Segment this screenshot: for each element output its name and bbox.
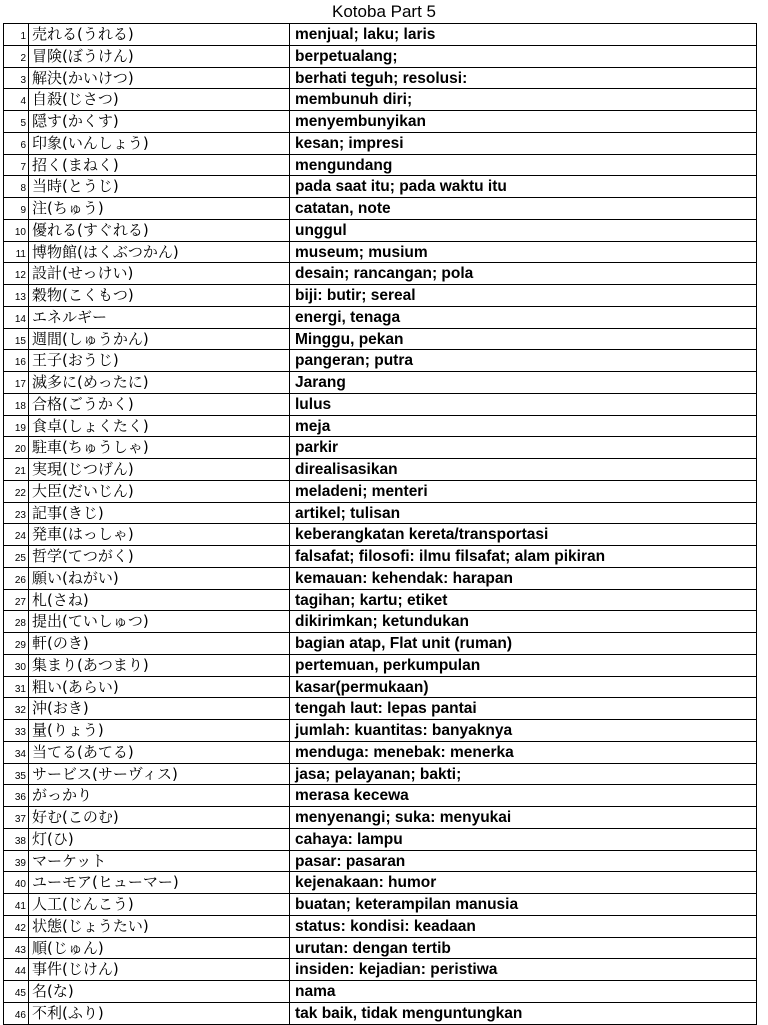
table-row	[4, 1003, 757, 1025]
row-number: 12	[4, 263, 29, 284]
japanese-word-cell: エネルギー	[29, 307, 290, 328]
row-number: 40	[4, 872, 29, 893]
row-number: 11	[4, 242, 29, 263]
indonesian-meaning-cell: artikel; tulisan	[290, 503, 757, 524]
table-row	[4, 111, 757, 133]
table-row	[4, 524, 757, 546]
row-number: 39	[4, 851, 29, 872]
table-row	[4, 916, 757, 938]
table-row	[4, 481, 757, 503]
indonesian-meaning-cell: buatan; keterampilan manusia	[290, 894, 757, 915]
row-number: 24	[4, 524, 29, 545]
table-row	[4, 350, 757, 372]
table-row	[4, 437, 757, 459]
indonesian-meaning-cell: bagian atap, Flat unit (ruman)	[290, 633, 757, 654]
japanese-word-cell: ユーモア(ヒューマー)	[29, 872, 290, 893]
table-row	[4, 220, 757, 242]
row-number: 20	[4, 437, 29, 458]
japanese-word-cell: 当てる(あてる)	[29, 742, 290, 763]
indonesian-meaning-cell: tak baik, tidak menguntungkan	[290, 1003, 757, 1024]
indonesian-meaning-cell: museum; musium	[290, 242, 757, 263]
row-number: 3	[4, 68, 29, 89]
indonesian-meaning-cell: kasar(permukaan)	[290, 677, 757, 698]
japanese-word-cell: 印象(いんしょう)	[29, 133, 290, 154]
indonesian-meaning-cell: merasa kecewa	[290, 785, 757, 806]
japanese-word-cell: 冒険(ぼうけん)	[29, 46, 290, 67]
table-row	[4, 372, 757, 394]
indonesian-meaning-cell: meladeni; menteri	[290, 481, 757, 502]
row-number: 22	[4, 481, 29, 502]
indonesian-meaning-cell: meja	[290, 416, 757, 437]
indonesian-meaning-cell: berhati teguh; resolusi:	[290, 68, 757, 89]
japanese-word-cell: マーケット	[29, 851, 290, 872]
row-number: 26	[4, 568, 29, 589]
row-number: 16	[4, 350, 29, 371]
row-number: 30	[4, 655, 29, 676]
table-row	[4, 24, 757, 46]
indonesian-meaning-cell: dikirimkan; ketundukan	[290, 611, 757, 632]
row-number: 14	[4, 307, 29, 328]
indonesian-meaning-cell: Minggu, pekan	[290, 329, 757, 350]
row-number: 33	[4, 720, 29, 741]
indonesian-meaning-cell: status: kondisi: keadaan	[290, 916, 757, 937]
row-number: 41	[4, 894, 29, 915]
indonesian-meaning-cell: pertemuan, perkumpulan	[290, 655, 757, 676]
japanese-word-cell: 粗い(あらい)	[29, 677, 290, 698]
row-number: 37	[4, 807, 29, 828]
japanese-word-cell: がっかり	[29, 785, 290, 806]
table-row	[4, 590, 757, 612]
row-number: 32	[4, 698, 29, 719]
row-number: 2	[4, 46, 29, 67]
japanese-word-cell: 解決(かいけつ)	[29, 68, 290, 89]
indonesian-meaning-cell: menduga: menebak: menerka	[290, 742, 757, 763]
indonesian-meaning-cell: unggul	[290, 220, 757, 241]
japanese-word-cell: 食卓(しょくたく)	[29, 416, 290, 437]
japanese-word-cell: 哲学(てつがく)	[29, 546, 290, 567]
japanese-word-cell: 人工(じんこう)	[29, 894, 290, 915]
japanese-word-cell: 博物館(はくぶつかん)	[29, 242, 290, 263]
table-row	[4, 263, 757, 285]
japanese-word-cell: 実現(じつげん)	[29, 459, 290, 480]
table-row	[4, 894, 757, 916]
row-number: 31	[4, 677, 29, 698]
indonesian-meaning-cell: pangeran; putra	[290, 350, 757, 371]
table-row	[4, 329, 757, 351]
table-row	[4, 394, 757, 416]
indonesian-meaning-cell: menjual; laku; laris	[290, 24, 757, 45]
japanese-word-cell: 招く(まねく)	[29, 155, 290, 176]
japanese-word-cell: 売れる(うれる)	[29, 24, 290, 45]
table-row	[4, 829, 757, 851]
indonesian-meaning-cell: nama	[290, 981, 757, 1002]
row-number: 43	[4, 938, 29, 959]
japanese-word-cell: 設計(せっけい)	[29, 263, 290, 284]
japanese-word-cell: 願い(ねがい)	[29, 568, 290, 589]
japanese-word-cell: 穀物(こくもつ)	[29, 285, 290, 306]
row-number: 21	[4, 459, 29, 480]
table-row	[4, 176, 757, 198]
indonesian-meaning-cell: pada saat itu; pada waktu itu	[290, 176, 757, 197]
row-number: 36	[4, 785, 29, 806]
indonesian-meaning-cell: jumlah: kuantitas: banyaknya	[290, 720, 757, 741]
row-number: 18	[4, 394, 29, 415]
table-row	[4, 851, 757, 873]
table-row	[4, 677, 757, 699]
indonesian-meaning-cell: Jarang	[290, 372, 757, 393]
table-row	[4, 503, 757, 525]
row-number: 29	[4, 633, 29, 654]
indonesian-meaning-cell: kejenakaan: humor	[290, 872, 757, 893]
table-row	[4, 785, 757, 807]
row-number: 23	[4, 503, 29, 524]
row-number: 27	[4, 590, 29, 611]
row-number: 15	[4, 329, 29, 350]
table-row	[4, 459, 757, 481]
indonesian-meaning-cell: parkir	[290, 437, 757, 458]
row-number: 19	[4, 416, 29, 437]
indonesian-meaning-cell: kemauan: kehendak: harapan	[290, 568, 757, 589]
indonesian-meaning-cell: berpetualang;	[290, 46, 757, 67]
row-number: 25	[4, 546, 29, 567]
japanese-word-cell: 不利(ふり)	[29, 1003, 290, 1024]
page-title: Kotoba Part 5	[332, 2, 436, 21]
japanese-word-cell: 好む(このむ)	[29, 807, 290, 828]
japanese-word-cell: 自殺(じさつ)	[29, 89, 290, 110]
indonesian-meaning-cell: falsafat; filosofi: ilmu filsafat; alam pikiran	[290, 546, 757, 567]
indonesian-meaning-cell: urutan: dengan tertib	[290, 938, 757, 959]
table-row	[4, 307, 757, 329]
row-number: 1	[4, 24, 29, 45]
indonesian-meaning-cell: cahaya: lampu	[290, 829, 757, 850]
row-number: 10	[4, 220, 29, 241]
table-row	[4, 959, 757, 981]
row-number: 35	[4, 764, 29, 785]
table-row	[4, 546, 757, 568]
japanese-word-cell: 名(な)	[29, 981, 290, 1002]
japanese-word-cell: 注(ちゅう)	[29, 198, 290, 219]
japanese-word-cell: 当時(とうじ)	[29, 176, 290, 197]
row-number: 8	[4, 176, 29, 197]
table-row	[4, 698, 757, 720]
indonesian-meaning-cell: insiden: kejadian: peristiwa	[290, 959, 757, 980]
row-number: 45	[4, 981, 29, 1002]
table-row	[4, 568, 757, 590]
row-number: 4	[4, 89, 29, 110]
table-row	[4, 872, 757, 894]
japanese-word-cell: 提出(ていしゅつ)	[29, 611, 290, 632]
indonesian-meaning-cell: menyembunyikan	[290, 111, 757, 132]
japanese-word-cell: 順(じゅん)	[29, 938, 290, 959]
indonesian-meaning-cell: mengundang	[290, 155, 757, 176]
japanese-word-cell: 週間(しゅうかん)	[29, 329, 290, 350]
japanese-word-cell: 発車(はっしゃ)	[29, 524, 290, 545]
indonesian-meaning-cell: desain; rancangan; pola	[290, 263, 757, 284]
row-number: 38	[4, 829, 29, 850]
japanese-word-cell: 灯(ひ)	[29, 829, 290, 850]
japanese-word-cell: サービス(サーヴィス)	[29, 764, 290, 785]
table-row	[4, 133, 757, 155]
japanese-word-cell: 集まり(あつまり)	[29, 655, 290, 676]
table-row	[4, 611, 757, 633]
row-number: 17	[4, 372, 29, 393]
row-number: 5	[4, 111, 29, 132]
row-number: 46	[4, 1003, 29, 1024]
table-row	[4, 655, 757, 677]
japanese-word-cell: 量(りょう)	[29, 720, 290, 741]
table-row	[4, 938, 757, 960]
row-number: 6	[4, 133, 29, 154]
indonesian-meaning-cell: pasar: pasaran	[290, 851, 757, 872]
table-row	[4, 807, 757, 829]
japanese-word-cell: 沖(おき)	[29, 698, 290, 719]
indonesian-meaning-cell: lulus	[290, 394, 757, 415]
table-row	[4, 764, 757, 786]
table-row	[4, 633, 757, 655]
japanese-word-cell: 軒(のき)	[29, 633, 290, 654]
indonesian-meaning-cell: kesan; impresi	[290, 133, 757, 154]
japanese-word-cell: 駐車(ちゅうしゃ)	[29, 437, 290, 458]
japanese-word-cell: 隠す(かくす)	[29, 111, 290, 132]
japanese-word-cell: 合格(ごうかく)	[29, 394, 290, 415]
table-row	[4, 198, 757, 220]
japanese-word-cell: 記事(きじ)	[29, 503, 290, 524]
table-row	[4, 720, 757, 742]
japanese-word-cell: 優れる(すぐれる)	[29, 220, 290, 241]
indonesian-meaning-cell: membunuh diri;	[290, 89, 757, 110]
japanese-word-cell: 事件(じけん)	[29, 959, 290, 980]
row-number: 44	[4, 959, 29, 980]
row-number: 34	[4, 742, 29, 763]
table-row	[4, 155, 757, 177]
table-row	[4, 416, 757, 438]
indonesian-meaning-cell: energi, tenaga	[290, 307, 757, 328]
row-number: 42	[4, 916, 29, 937]
table-row	[4, 242, 757, 264]
row-number: 28	[4, 611, 29, 632]
row-number: 9	[4, 198, 29, 219]
indonesian-meaning-cell: direalisasikan	[290, 459, 757, 480]
table-row	[4, 742, 757, 764]
indonesian-meaning-cell: catatan, note	[290, 198, 757, 219]
vocabulary-table	[3, 23, 757, 1025]
table-row	[4, 89, 757, 111]
japanese-word-cell: 滅多に(めったに)	[29, 372, 290, 393]
table-row	[4, 981, 757, 1003]
indonesian-meaning-cell: tengah laut: lepas pantai	[290, 698, 757, 719]
row-number: 7	[4, 155, 29, 176]
japanese-word-cell: 大臣(だいじん)	[29, 481, 290, 502]
indonesian-meaning-cell: keberangkatan kereta/transportasi	[290, 524, 757, 545]
japanese-word-cell: 状態(じょうたい)	[29, 916, 290, 937]
japanese-word-cell: 札(さね)	[29, 590, 290, 611]
indonesian-meaning-cell: jasa; pelayanan; bakti;	[290, 764, 757, 785]
japanese-word-cell: 王子(おうじ)	[29, 350, 290, 371]
row-number: 13	[4, 285, 29, 306]
table-row	[4, 285, 757, 307]
table-row	[4, 46, 757, 68]
indonesian-meaning-cell: tagihan; kartu; etiket	[290, 590, 757, 611]
indonesian-meaning-cell: biji: butir; sereal	[290, 285, 757, 306]
indonesian-meaning-cell: menyenangi; suka: menyukai	[290, 807, 757, 828]
table-row	[4, 68, 757, 90]
